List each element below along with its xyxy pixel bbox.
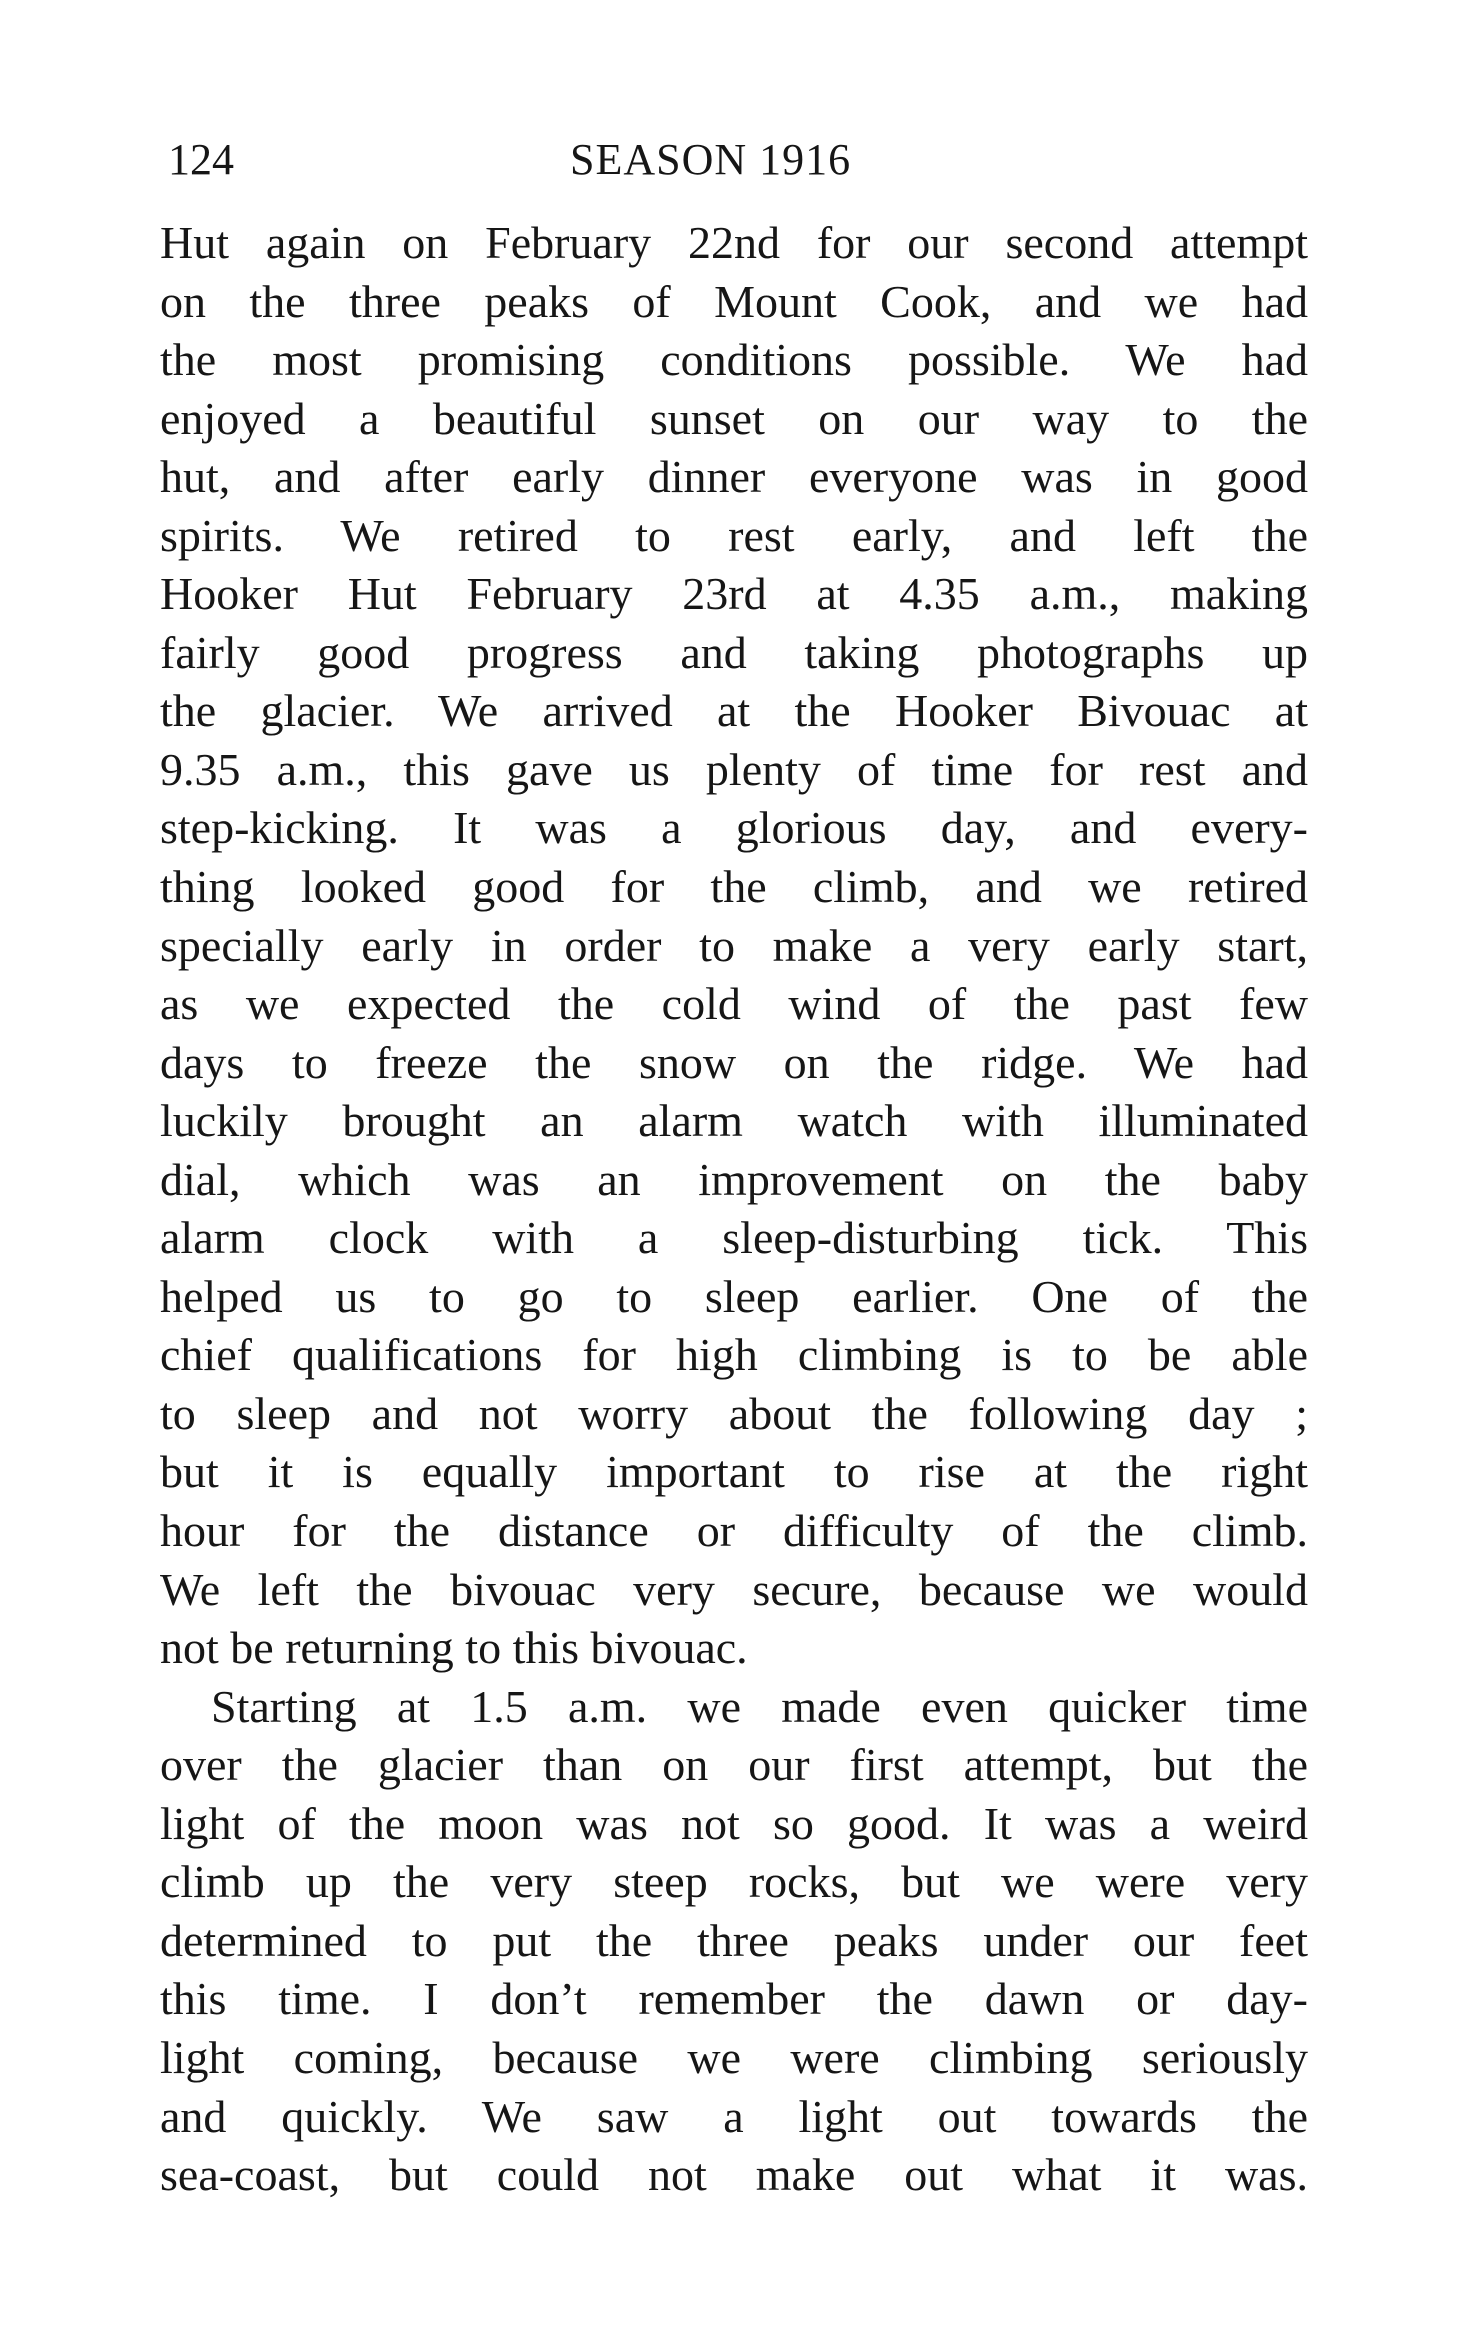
text-line: chief qualifications for high climbing is to be able (160, 1329, 1308, 1381)
text-line: Starting at 1.5 a.m. we made even quicker time (211, 1680, 1308, 1732)
text-line: on the three peaks of Mount Cook, and we had (160, 275, 1308, 327)
text-line: dial, which was an improvement on the baby (160, 1153, 1308, 1205)
text-line: step-kicking. It was a glorious day, and every- (160, 802, 1308, 854)
text-line: specially early in order to make a very early start, (160, 919, 1308, 971)
text-line: days to freeze the snow on the ridge. We had (160, 1036, 1308, 1088)
text-line: and quickly. We saw a light out towards the (160, 2090, 1308, 2142)
text-line: this time. I don’t remember the dawn or day- (160, 1973, 1308, 2025)
text-line: hut, and after early dinner everyone was in good (160, 451, 1308, 503)
text-line: the most promising conditions possible. We had (160, 334, 1308, 386)
body-text (160, 214, 1308, 2205)
text-line: light coming, because we were climbing seriously (160, 2031, 1308, 2083)
text-line: helped us to go to sleep earlier. One of the (160, 1270, 1308, 1322)
running-head (168, 130, 918, 190)
text-line: as we expected the cold wind of the past few (160, 978, 1308, 1030)
text-line: thing looked good for the climb, and we retired (160, 861, 1308, 913)
text-line: but it is equally important to rise at the right (160, 1446, 1308, 1498)
text-line: hour for the distance or difficulty of the climb. (160, 1505, 1308, 1557)
text-line: fairly good progress and taking photographs up (160, 626, 1308, 678)
text-line: Hooker Hut February 23rd at 4.35 a.m., making (160, 568, 1308, 620)
text-line: not be returning to this bivouac. (160, 1622, 748, 1674)
text-line: over the glacier than on our first attempt, but the (160, 1739, 1308, 1791)
text-line: luckily brought an alarm watch with illuminated (160, 1095, 1308, 1147)
running-title: SEASON 1916 (570, 135, 852, 184)
text-line: to sleep and not worry about the following day ; (160, 1387, 1308, 1439)
text-line: climb up the very steep rocks, but we were very (160, 1856, 1308, 1908)
text-line: 9.35 a.m., this gave us plenty of time for rest and (160, 743, 1308, 795)
text-line: the glacier. We arrived at the Hooker Bivouac at (160, 685, 1308, 737)
text-line: light of the moon was not so good. It was a weird (160, 1797, 1308, 1849)
text-line: alarm clock with a sleep-disturbing tick. This (160, 1212, 1308, 1264)
text-line: Hut again on February 22nd for our second attempt (160, 217, 1308, 268)
text-line: spirits. We retired to rest early, and left the (160, 509, 1308, 561)
page-number: 124 (168, 135, 234, 184)
text-line: determined to put the three peaks under our feet (160, 1914, 1308, 1966)
text-line: enjoyed a beautiful sunset on our way to the (160, 392, 1308, 444)
text-line: We left the bivouac very secure, because we would (160, 1563, 1308, 1615)
text-line: sea-coast, but could not make out what it was. (160, 2149, 1308, 2201)
